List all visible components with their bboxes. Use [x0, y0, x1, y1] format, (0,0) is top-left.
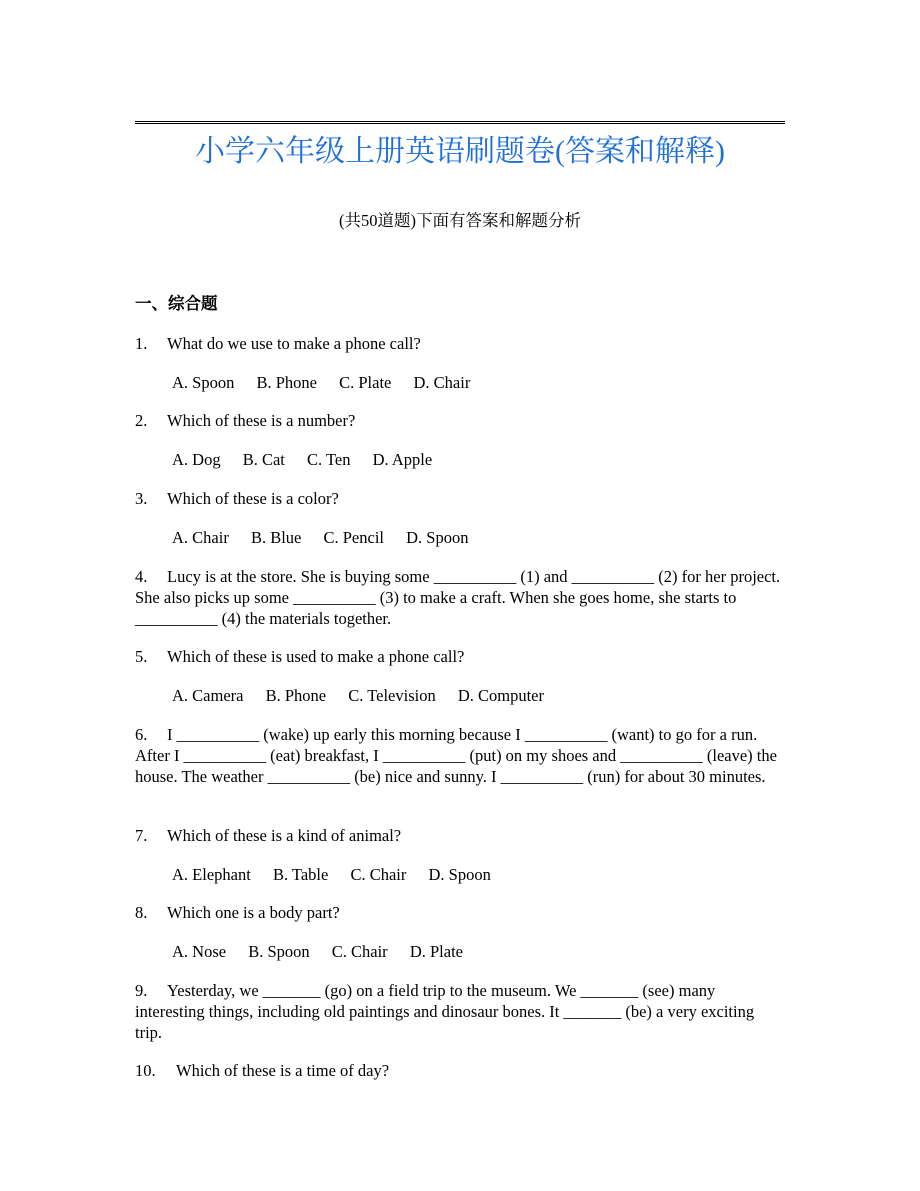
question-text: Yesterday, we _______ (go) on a field trip to the museum. We _______ (see) many interesting things, including old paintings and dinosaur bones. It _______ (be) a very exciting trip.: [135, 981, 755, 1042]
question-5: [135, 647, 785, 668]
option-c: C. Plate: [339, 373, 392, 392]
question-6: [135, 725, 785, 787]
option-c: C. Ten: [307, 450, 351, 469]
question-number: 9.: [135, 981, 148, 1000]
question-9: [135, 981, 785, 1043]
option-d: D. Apple: [372, 450, 433, 469]
question-number: 5.: [135, 647, 148, 666]
question-text: Which of these is a kind of animal?: [167, 826, 402, 845]
option-c: C. Chair: [331, 942, 388, 961]
option-a: A. Nose: [172, 942, 227, 961]
option-a: A. Chair: [172, 528, 229, 547]
question-number: 7.: [135, 826, 148, 845]
question-2-options: [172, 450, 432, 471]
question-7-options: [172, 865, 491, 886]
option-d: D. Spoon: [406, 528, 469, 547]
question-text: Which of these is a time of day?: [176, 1061, 390, 1080]
question-8-options: [172, 942, 463, 963]
option-b: B. Table: [272, 865, 329, 884]
question-2: [135, 411, 785, 432]
page-title: 小学六年级上册英语刷题卷(答案和解释): [195, 135, 725, 168]
option-b: B. Spoon: [248, 942, 310, 961]
question-1: [135, 334, 785, 355]
question-1-options: [172, 373, 470, 394]
option-d: D. Plate: [409, 942, 463, 961]
question-number: 2.: [135, 411, 148, 430]
question-text: Which of these is a number?: [167, 411, 356, 430]
option-b: B. Phone: [256, 373, 317, 392]
option-a: A. Elephant: [172, 865, 251, 884]
question-number: 8.: [135, 903, 148, 922]
question-text: Which of these is used to make a phone call?: [167, 647, 465, 666]
question-text: Lucy is at the store. She is buying some __________ (1) and __________ (2) for her project. She also picks up some __________ (3) to make a craft. When she goes home, she starts to __________ (4) the materials together.: [135, 567, 781, 628]
question-8: [135, 903, 785, 924]
section-heading: 一、综合题: [135, 294, 218, 313]
question-text: What do we use to make a phone call?: [167, 334, 421, 353]
option-c: C. Chair: [350, 865, 407, 884]
question-number: 1.: [135, 334, 148, 353]
option-d: D. Chair: [413, 373, 471, 392]
question-3-options: [172, 528, 468, 549]
question-text: Which one is a body part?: [167, 903, 340, 922]
option-a: A. Camera: [172, 686, 244, 705]
question-text: I __________ (wake) up early this morning because I __________ (want) to go for a run. After I __________ (eat) breakfast, I __________ (put) on my shoes and __________ (leave) the house. The weather __________ (be) nice and sunny. I __________ (run) for about 30 minutes.: [135, 725, 777, 786]
question-7: [135, 826, 785, 847]
question-4: [135, 567, 785, 629]
option-b: B. Phone: [265, 686, 327, 705]
question-number: 6.: [135, 725, 148, 744]
option-d: D. Spoon: [428, 865, 491, 884]
question-text: Which of these is a color?: [167, 489, 339, 508]
option-c: C. Television: [348, 686, 436, 705]
option-d: D. Computer: [457, 686, 545, 705]
question-number: 4.: [135, 567, 148, 586]
question-number: 10.: [135, 1061, 156, 1080]
question-3: [135, 489, 785, 510]
option-b: B. Cat: [242, 450, 285, 469]
header-rule: [135, 121, 785, 124]
question-10: [135, 1061, 785, 1082]
option-b: B. Blue: [250, 528, 302, 547]
question-5-options: [172, 686, 544, 707]
option-c: C. Pencil: [323, 528, 384, 547]
page-subtitle: (共50道题)下面有答案和解题分析: [339, 211, 581, 230]
question-number: 3.: [135, 489, 148, 508]
option-a: A. Spoon: [172, 373, 235, 392]
option-a: A. Dog: [172, 450, 221, 469]
